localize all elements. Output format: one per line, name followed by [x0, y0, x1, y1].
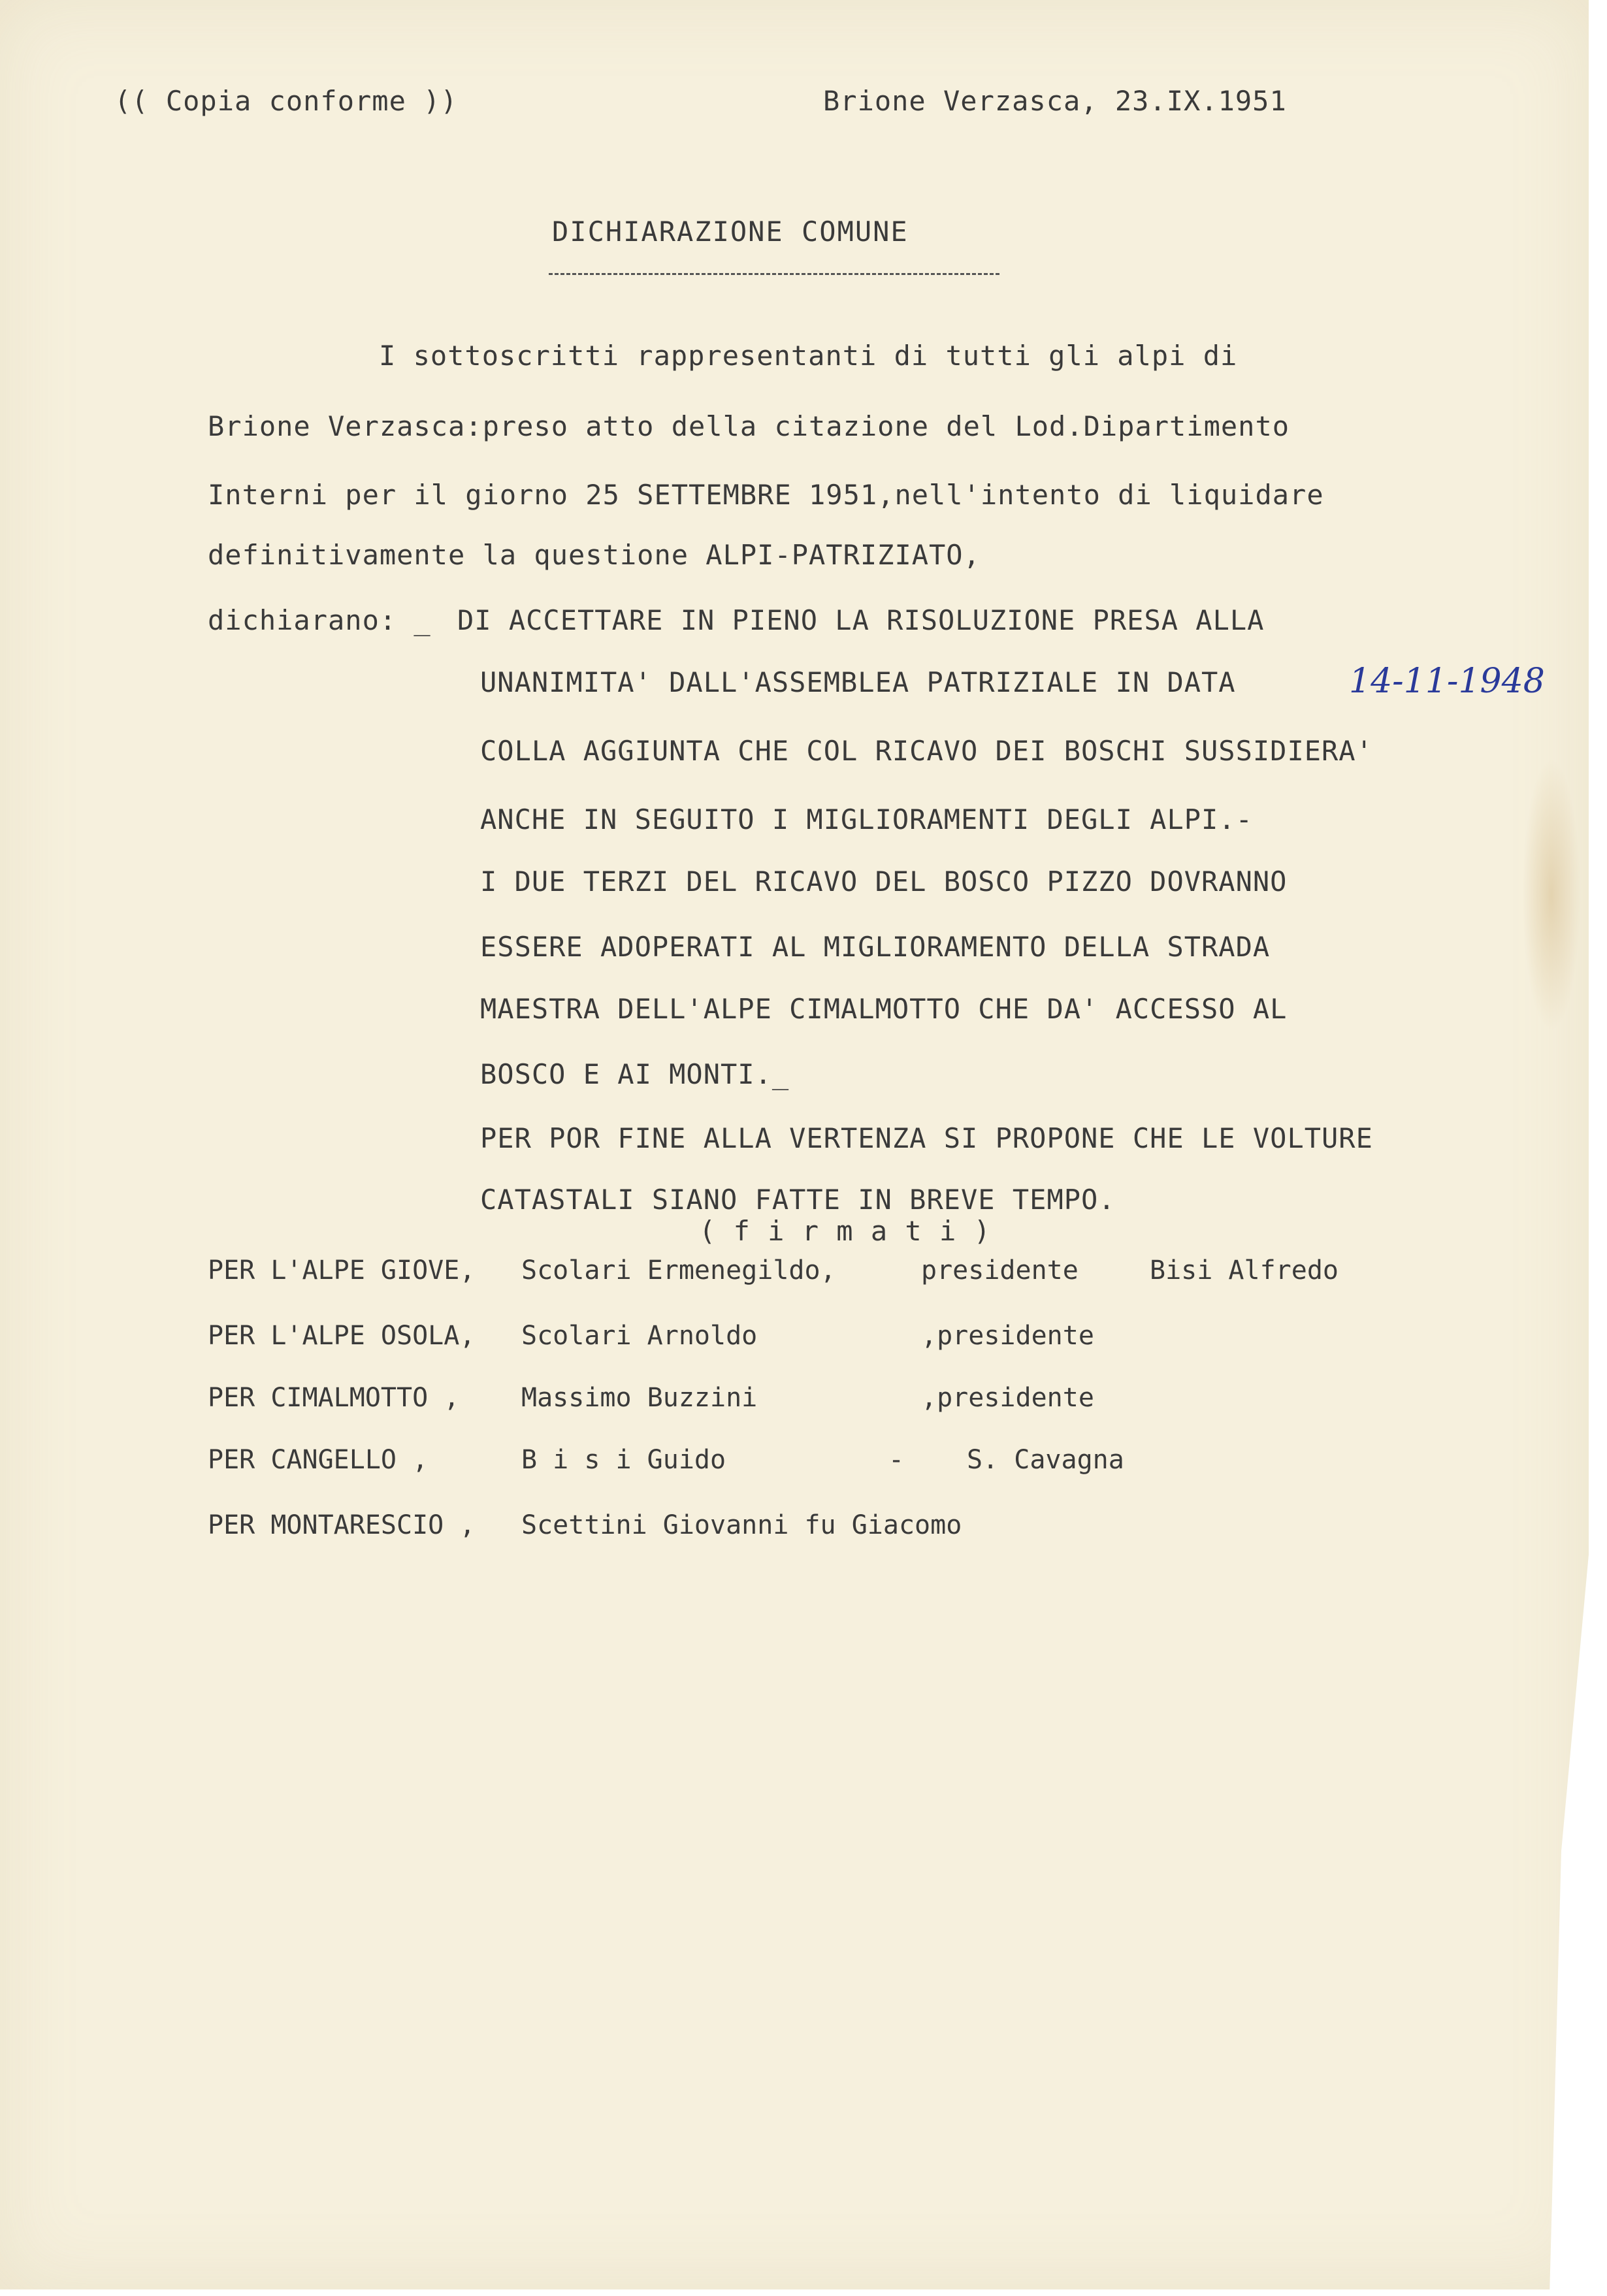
declare-label: dichiarano: _ [208, 604, 431, 636]
signatory-4-name: B i s i Guido [521, 1445, 726, 1475]
intro-line-4: definitivamente la questione ALPI-PATRIZIATO, [208, 539, 981, 571]
place-date: Brione Verzasca, 23.IX.1951 [823, 85, 1287, 117]
intro-line-3: Interni per il giorno 25 SETTEMBRE 1951,nell'intento di liquidare [208, 479, 1324, 511]
declaration-line-10: CATASTALI SIANO FATTE IN BREVE TEMPO. [480, 1184, 1116, 1216]
declaration-line-4: ANCHE IN SEGUITO I MIGLIORAMENTI DEGLI ALPI.- [480, 803, 1253, 835]
declaration-line-8: BOSCO E AI MONTI._ [480, 1058, 790, 1090]
torn-corner [1550, 1555, 1589, 2296]
declaration-line-9: PER POR FINE ALLA VERTENZA SI PROPONE CHE LE VOLTURE [480, 1122, 1373, 1154]
signatory-3-name: Massimo Buzzini [521, 1383, 758, 1413]
signatory-4-role: - [888, 1445, 905, 1475]
declaration-line-7: MAESTRA DELL'ALPE CIMALMOTTO CHE DA' ACCESSO AL [480, 993, 1288, 1025]
paper-stain [1522, 758, 1581, 1032]
signatory-3-alpe: PER CIMALMOTTO , [208, 1383, 460, 1413]
intro-line-1: I sottoscritti rappresentanti di tutti gli alpi di [379, 340, 1238, 372]
handwritten-date: 14-11-1948 [1349, 662, 1545, 701]
signatory-5-name: Scettini Giovanni fu Giacomo [521, 1510, 962, 1540]
signatory-2-role: ,presidente [921, 1321, 1094, 1351]
signatory-3-role: ,presidente [921, 1383, 1094, 1413]
signatory-1-role: presidente [921, 1255, 1079, 1285]
copy-note: (( Copia conforme )) [114, 85, 458, 117]
declaration-line-1: DI ACCETTARE IN PIENO LA RISOLUZIONE PRESA ALLA [457, 604, 1265, 636]
declaration-line-2: UNANIMITA' DALL'ASSEMBLEA PATRIZIALE IN DATA [480, 666, 1236, 698]
signatory-1-extra: Bisi Alfredo [1150, 1255, 1339, 1285]
signatory-2-name: Scolari Arnoldo [521, 1321, 758, 1351]
signatory-5-alpe: PER MONTARESCIO , [208, 1510, 476, 1540]
signatory-2-alpe: PER L'ALPE OSOLA, [208, 1321, 476, 1351]
signatory-4-extra: S. Cavagna [967, 1445, 1124, 1475]
signatory-1-alpe: PER L'ALPE GIOVE, [208, 1255, 476, 1285]
declaration-line-3: COLLA AGGIUNTA CHE COL RICAVO DEI BOSCHI SUSSIDIERA' [480, 735, 1373, 767]
document-title: DICHIARAZIONE COMUNE [552, 216, 909, 248]
signatory-1-name: Scolari Ermenegildo, [521, 1255, 836, 1285]
declaration-line-5: I DUE TERZI DEL RICAVO DEL BOSCO PIZZO DOVRANNO [480, 865, 1288, 897]
declaration-line-6: ESSERE ADOPERATI AL MIGLIORAMENTO DELLA STRADA [480, 931, 1271, 963]
intro-line-2: Brione Verzasca:preso atto della citazione del Lod.Dipartimento [208, 410, 1290, 442]
signatory-4-alpe: PER CANGELLO , [208, 1445, 429, 1475]
title-underline [549, 273, 999, 275]
signed-label: ( f i r m a t i ) [699, 1215, 991, 1247]
